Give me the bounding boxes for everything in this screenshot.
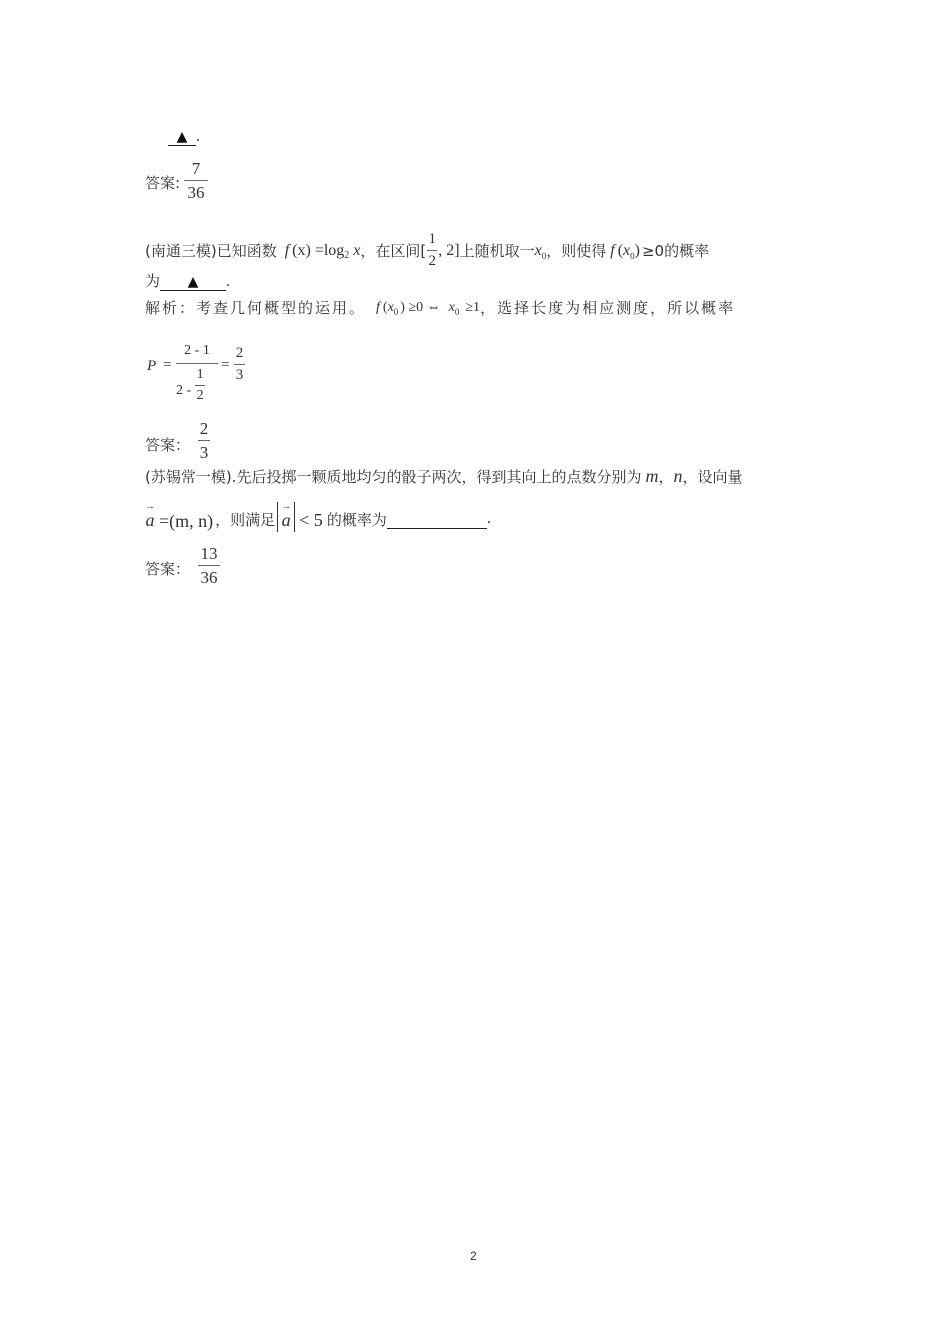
fraction-denominator: 2 (196, 388, 204, 403)
analysis-text: 解析：考查几何概型的运用。 (145, 299, 367, 317)
p-result-fraction (234, 346, 245, 383)
vector-a-letter: a (145, 509, 155, 530)
problem-3-text: (苏锡常一模).先后投掷一颗质地均匀的骰子两次，得到其向上的点数分别为 (145, 468, 642, 486)
interval-intro: ，在区间[ (360, 242, 427, 260)
answer-3-fraction (198, 545, 220, 586)
log-arg: x (353, 241, 361, 259)
line2-prefix: 为 (145, 272, 161, 290)
less-than-5: < 5 (299, 509, 323, 530)
analysis-2 (145, 297, 735, 318)
problem-3-text-3: ，则满足 (215, 510, 276, 529)
problem-3-text-2: ，设向量 (682, 468, 743, 486)
analysis-tail: ，选择长度为相应测度，所以概率 (480, 299, 736, 317)
log-base: 2 (344, 250, 350, 261)
formula-sub: 0 (393, 306, 399, 317)
fraction-denominator: 36 (187, 183, 205, 202)
answer-blank (168, 129, 196, 146)
period: . (486, 510, 491, 527)
problem-2-text: 上随机取一 (459, 242, 535, 260)
triangle-icon: ▲ (176, 129, 188, 145)
abs-a-letter: a (281, 509, 291, 530)
p-denominator (176, 368, 218, 403)
vector-a (145, 500, 155, 531)
fraction-denominator: 3 (199, 443, 209, 462)
formula-mid: ) ≥0 ⇔ (400, 299, 441, 315)
interval-end: , 2] (438, 241, 460, 259)
equals-sign: = (163, 357, 172, 373)
p-var: P (147, 358, 157, 374)
fraction-numerator: 13 (200, 544, 218, 563)
func-f: f (284, 241, 290, 259)
top-blank-line (168, 126, 200, 146)
problem-3-text-4: 的概率为 (326, 510, 387, 529)
x0-var: x (534, 241, 542, 259)
fraction-numerator: 1 (196, 367, 204, 382)
problem-3-line-1 (145, 466, 743, 487)
fraction-denominator: 2 (428, 253, 437, 269)
abs-value (277, 502, 295, 532)
cond-sub: 0 (630, 250, 635, 261)
p-den-prefix: 2 - (176, 382, 192, 398)
problem-2-source: (南通三模)已知函数 (145, 242, 277, 260)
fraction-denominator: 36 (200, 568, 218, 587)
cond-f: f (610, 241, 615, 259)
var-n: n (673, 466, 683, 486)
fraction-numerator: 2 (235, 345, 244, 361)
formula-open: ( (382, 299, 388, 315)
var-m: m (645, 466, 659, 486)
p-fraction (176, 344, 218, 403)
x0-sub: 0 (541, 250, 547, 261)
page-number: 2 (470, 1249, 477, 1263)
answer-blank (387, 510, 487, 529)
problem-3-line-2 (145, 502, 491, 532)
fraction-denominator: 3 (235, 367, 244, 383)
answer-2-label: 答案： (145, 436, 191, 454)
fraction-numerator: 1 (428, 231, 437, 247)
fraction-numerator: 2 (199, 419, 209, 438)
formula-sub2: 0 (454, 306, 460, 317)
vector-arrow-icon: → (145, 500, 155, 512)
answer-blank (160, 274, 226, 291)
formula-x: x (387, 299, 394, 315)
p-numerator: 2 - 1 (184, 343, 210, 358)
vector-arrow-icon: → (281, 500, 292, 512)
answer-2-fraction (198, 420, 210, 461)
formula-f: f (376, 299, 380, 315)
abs-vector-a (281, 500, 292, 531)
answer-1-fraction (184, 160, 208, 201)
formula-end: ≥1 (465, 299, 481, 315)
formula-x2: x (448, 299, 455, 315)
comma: ， (658, 468, 674, 486)
equals-sign-2: = (221, 357, 230, 373)
func-expr: (x) =log (292, 241, 345, 259)
problem-2-line-1 (145, 232, 709, 269)
cond-close: ) (634, 241, 640, 259)
period: . (226, 273, 231, 290)
vector-def: =(m, n) (159, 510, 214, 531)
cond-x: x (623, 241, 631, 259)
triangle-icon: ▲ (187, 274, 199, 290)
inner-fraction (195, 368, 205, 403)
problem-2-line-2 (145, 270, 230, 291)
cond-open: ( (617, 241, 624, 259)
answer-1-label: 答案: (145, 174, 181, 192)
period: . (196, 128, 200, 145)
condition-prefix: ，则使得 (546, 242, 607, 260)
answer-3-label: 答案： (145, 560, 191, 578)
condition-tail: ≥0的概率 (641, 242, 710, 260)
fraction-numerator: 7 (191, 159, 201, 178)
half-fraction (427, 232, 437, 269)
